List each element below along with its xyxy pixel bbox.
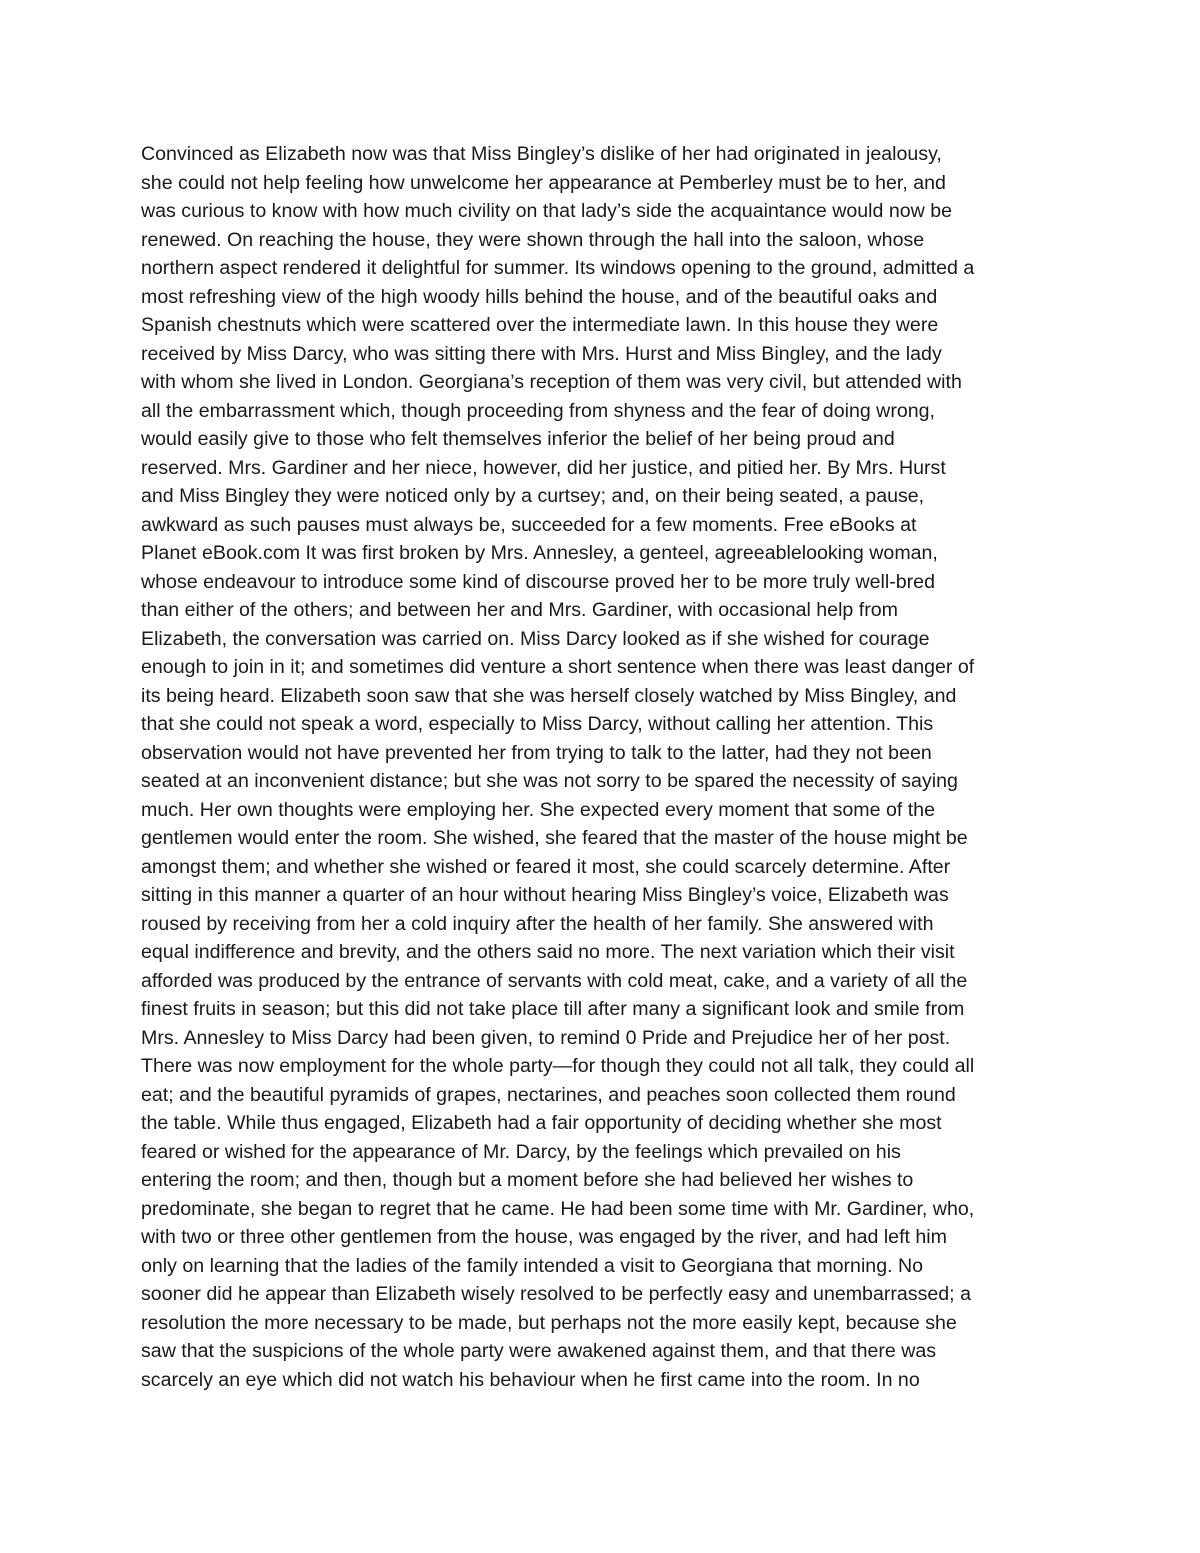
text-line: Spanish chestnuts which were scattered over the intermediate lawn. In this house they were: [141, 314, 939, 336]
text-line: predominate, she began to regret that he came. He had been some time with Mr. Gardiner, who,: [141, 1197, 975, 1220]
text-line: seated at an inconvenient distance; but she was not sorry to be spared the necessity of saying: [141, 770, 958, 792]
text-line: saw that the suspicions of the whole party were awakened against them, and that there was: [141, 1340, 937, 1362]
text-line: awkward as such pauses must always be, succeeded for a few moments. Free eBooks at: [141, 513, 917, 536]
text-line: than either of the others; and between her and Mrs. Gardiner, with occasional help from: [141, 599, 898, 621]
text-line: all the embarrassment which, though proceeding from shyness and the fear of doing wrong,: [141, 399, 935, 422]
text-line: with two or three other gentlemen from the house, was engaged by the river, and had left him: [141, 1226, 947, 1248]
text-line: eat; and the beautiful pyramids of grapes, nectarines, and peaches soon collected them round: [141, 1083, 956, 1106]
text-line: Convinced as Elizabeth now was that Miss Bingley’s dislike of her had originated in jealousy,: [141, 143, 942, 165]
text-line: sooner did he appear than Elizabeth wisely resolved to be perfectly easy and unembarrassed; a: [141, 1283, 971, 1305]
text-line: entering the room; and then, though but a moment before she had believed her wishes to: [141, 1169, 914, 1191]
text-line: feared or wished for the appearance of Mr. Darcy, by the feelings which prevailed on his: [141, 1140, 901, 1163]
text-line: that she could not speak a word, especially to Miss Darcy, without calling her attention. This: [141, 713, 934, 735]
text-line: roused by receiving from her a cold inquiry after the health of her family. She answered with: [141, 912, 934, 935]
text-line: much. Her own thoughts were employing her. She expected every moment that some of the: [141, 798, 935, 821]
text-line: whose endeavour to introduce some kind of discourse proved her to be more truly well-bred: [141, 570, 935, 593]
text-line: most refreshing view of the high woody hills behind the house, and of the beautiful oaks and: [141, 285, 938, 308]
text-line: enough to join in it; and sometimes did venture a short sentence when there was least danger of: [141, 656, 975, 678]
text-line: received by Miss Darcy, who was sitting there with Mrs. Hurst and Miss Bingley, and the lady: [141, 342, 942, 365]
text-line: she could not help feeling how unwelcome her appearance at Pemberley must be to her, and: [141, 171, 946, 194]
text-line: finest fruits in season; but this did not take place till after many a significant look and smile from: [141, 998, 965, 1020]
text-line: observation would not have prevented her from trying to talk to the latter, had they not been: [141, 741, 932, 764]
text-line: northern aspect rendered it delightful for summer. Its windows opening to the ground, admitted a: [141, 257, 975, 279]
text-line: was curious to know with how much civility on that lady’s side the acquaintance would now be: [141, 200, 953, 222]
text-line: renewed. On reaching the house, they were shown through the hall into the saloon, whose: [141, 228, 925, 251]
text-line: There was now employment for the whole party—for though they could not all talk, they could all: [141, 1055, 975, 1077]
text-line: and Miss Bingley they were noticed only by a curtsey; and, on their being seated, a pause,: [141, 485, 925, 507]
text-line: scarcely an eye which did not watch his behaviour when he first came into the room. In no: [141, 1368, 920, 1391]
text-line: Planet eBook.com It was first broken by Mrs. Annesley, a genteel, agreeablelooking woman,: [141, 542, 938, 564]
text-line: with whom she lived in London. Georgiana’s reception of them was very civil, but attended with: [141, 371, 962, 393]
text-line: its being heard. Elizabeth soon saw that she was herself closely watched by Miss Bingley, and: [141, 684, 957, 707]
body-text: [141, 140, 1081, 1394]
text-line: reserved. Mrs. Gardiner and her niece, however, did her justice, and pitied her. By Mrs. Hurst: [141, 456, 946, 479]
text-line: amongst them; and whether she wished or feared it most, she could scarcely determine. After: [141, 855, 951, 878]
text-line: Mrs. Annesley to Miss Darcy had been given, to remind 0 Pride and Prejudice her of her post.: [141, 1026, 951, 1049]
text-line: the table. While thus engaged, Elizabeth had a fair opportunity of deciding whether she most: [141, 1112, 942, 1134]
text-line: Elizabeth, the conversation was carried on. Miss Darcy looked as if she wished for courage: [141, 627, 930, 650]
text-line: afforded was produced by the entrance of servants with cold meat, cake, and a variety of all the: [141, 969, 968, 992]
text-line: resolution the more necessary to be made, but perhaps not the more easily kept, because she: [141, 1311, 957, 1334]
text-line: only on learning that the ladies of the family intended a visit to Georgiana that morning. No: [141, 1254, 924, 1277]
text-line: would easily give to those who felt themselves inferior the belief of her being proud and: [141, 428, 895, 450]
text-line: equal indifference and brevity, and the others said no more. The next variation which their visit: [141, 941, 955, 963]
text-line: gentlemen would enter the room. She wished, she feared that the master of the house might be: [141, 827, 968, 849]
text-line: sitting in this manner a quarter of an hour without hearing Miss Bingley’s voice, Elizabeth was: [141, 884, 949, 906]
